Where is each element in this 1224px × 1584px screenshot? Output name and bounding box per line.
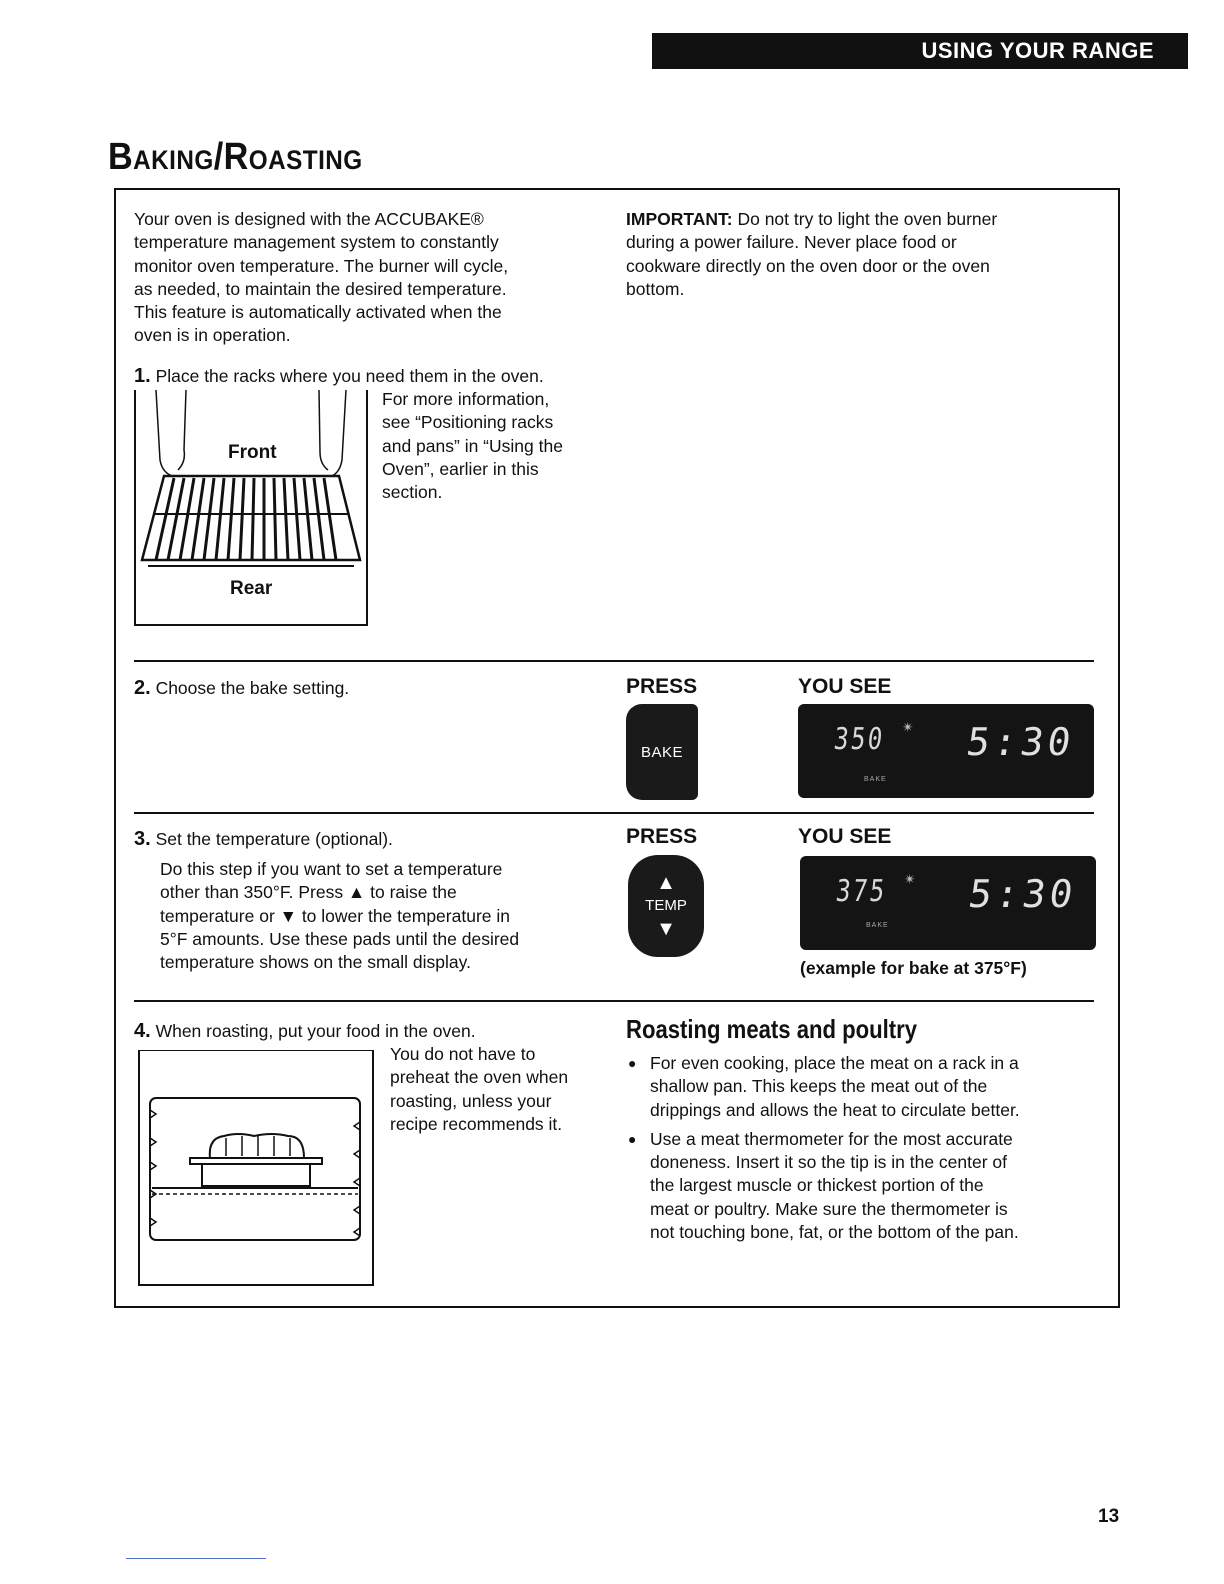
bullet-icon: ● (628, 1130, 637, 1147)
intro-line: monitor oven temperature. The burner will cycle, (134, 255, 509, 276)
important-line: cookware directly on the oven door or the oven (626, 255, 990, 276)
display-time: 5:30 (965, 872, 1080, 916)
step-1-heading (134, 365, 544, 388)
degree-indicator-icon: ✴ (904, 872, 916, 888)
roasting-pan-illustration (138, 1050, 374, 1286)
bullet-line: doneness. Insert it so the tip is in the center of (650, 1152, 1008, 1173)
intro-line: as needed, to maintain the desired temperature. (134, 278, 507, 299)
roasting-bullet (628, 1052, 1098, 1122)
bullet-line: drippings and allows the heat to circulate better. (650, 1099, 1020, 1120)
intro-line: This feature is automatically activated when the (134, 302, 502, 323)
step-1-side-note (382, 388, 612, 504)
step-4-side-line: recipe recommends it. (390, 1113, 563, 1134)
bake-pad-label: BAKE (640, 743, 684, 761)
intro-paragraph (134, 208, 604, 348)
step-3-detail (160, 858, 610, 974)
oven-figure (138, 1050, 374, 1286)
divider (134, 1000, 1094, 1002)
rack-front-label: Front (228, 442, 277, 463)
bullet-line: shallow pan. This keeps the meat out of the (650, 1076, 988, 1097)
step-1-side-line: see “Positioning racks (382, 412, 554, 433)
important-notice (626, 208, 1096, 301)
display-temperature: 375 (834, 874, 889, 909)
degree-indicator-icon: ✴ (902, 720, 914, 736)
step-4-heading (134, 1020, 476, 1043)
step-3-display (800, 856, 1096, 950)
step-2-press-label: PRESS (626, 675, 698, 698)
temp-pad[interactable] (628, 855, 704, 957)
step-4-text: When roasting, put your food in the oven. (155, 1021, 476, 1041)
step-3-caption: (example for bake at 375°F) (800, 958, 1027, 978)
step-3-you-see-label: YOU SEE (798, 825, 892, 848)
step-3-detail-line: other than 350°F. Press ▲ to raise the (160, 882, 457, 903)
step-4-side-line: preheat the oven when (390, 1067, 569, 1088)
step-4-side-line: roasting, unless your (390, 1090, 552, 1111)
step-3-detail-line: temperature shows on the small display. (160, 952, 471, 973)
step-4-side-note (390, 1043, 620, 1136)
roasting-title: Roasting meats and poultry (626, 1014, 918, 1044)
divider (134, 660, 1094, 662)
important-line: during a power failure. Never place food or (626, 232, 957, 253)
display-mode: BAKE (864, 776, 887, 783)
rack-rear-label: Rear (230, 578, 273, 599)
step-3-text: Set the temperature (optional). (155, 829, 393, 849)
roasting-bullet (628, 1128, 1098, 1244)
step-3-detail-line: 5°F amounts. Use these pads until the desired (160, 928, 520, 949)
section-header-bar (652, 33, 1188, 69)
step-1-side-line: Oven”, earlier in this (382, 458, 539, 479)
step-3-detail-line: temperature or ▼ to lower the temperature in (160, 905, 510, 926)
step-1-text: Place the racks where you need them in the oven. (155, 366, 544, 386)
step-1-number: 1. (134, 365, 151, 387)
rack-figure (134, 390, 368, 626)
temp-pad-label: TEMP (645, 897, 687, 914)
intro-line: temperature management system to constantly (134, 232, 499, 253)
step-2-you-see-label: YOU SEE (798, 675, 892, 698)
roasting-bullets (628, 1052, 1098, 1244)
step-3-number: 3. (134, 828, 151, 850)
section-header-label: USING YOUR RANGE (921, 38, 1154, 63)
page-title: Baking/Roasting (108, 136, 363, 178)
important-label: IMPORTANT: (626, 209, 733, 229)
step-2-text: Choose the bake setting. (155, 678, 350, 698)
step-4-side-line: You do not have to (390, 1044, 536, 1064)
temp-up-arrow-icon[interactable]: ▲ (656, 872, 676, 894)
bullet-line: not touching bone, fat, or the bottom of the pan. (650, 1222, 1019, 1243)
important-first-line: Do not try to light the oven burner (732, 209, 998, 229)
bullet-icon: ● (628, 1055, 637, 1071)
page-number: 13 (1098, 1506, 1120, 1527)
step-4-number: 4. (134, 1020, 151, 1042)
display-temperature: 350 (832, 722, 887, 757)
display-mode: BAKE (866, 922, 889, 929)
display-time: 5:30 (963, 720, 1078, 764)
step-2-display (798, 704, 1094, 798)
bake-pad[interactable] (626, 704, 698, 800)
step-2-heading (134, 677, 349, 700)
bullet-line: meat or poultry. Make sure the thermometer is (650, 1198, 1008, 1219)
bullet-line: For even cooking, place the meat on a rack in a (650, 1053, 1019, 1073)
step-1-side-line: For more information, (382, 389, 550, 409)
step-3-heading (134, 828, 393, 851)
intro-line: oven is in operation. (134, 325, 291, 346)
step-3-press-label: PRESS (626, 825, 698, 848)
important-line: bottom. (626, 278, 685, 299)
step-3-detail-line: Do this step if you want to set a temperature (160, 859, 503, 879)
step-1-side-line: and pans” in “Using the (382, 435, 563, 456)
divider (134, 812, 1094, 814)
bullet-line: Use a meat thermometer for the most accurate (650, 1128, 1013, 1149)
step-1-side-line: section. (382, 482, 443, 503)
temp-down-arrow-icon[interactable]: ▼ (656, 918, 676, 940)
footer-line (126, 1558, 266, 1559)
intro-line: Your oven is designed with the ACCUBAKE® (134, 209, 484, 229)
step-2-number: 2. (134, 677, 151, 699)
bullet-line: the largest muscle or thickest portion of the (650, 1175, 984, 1196)
